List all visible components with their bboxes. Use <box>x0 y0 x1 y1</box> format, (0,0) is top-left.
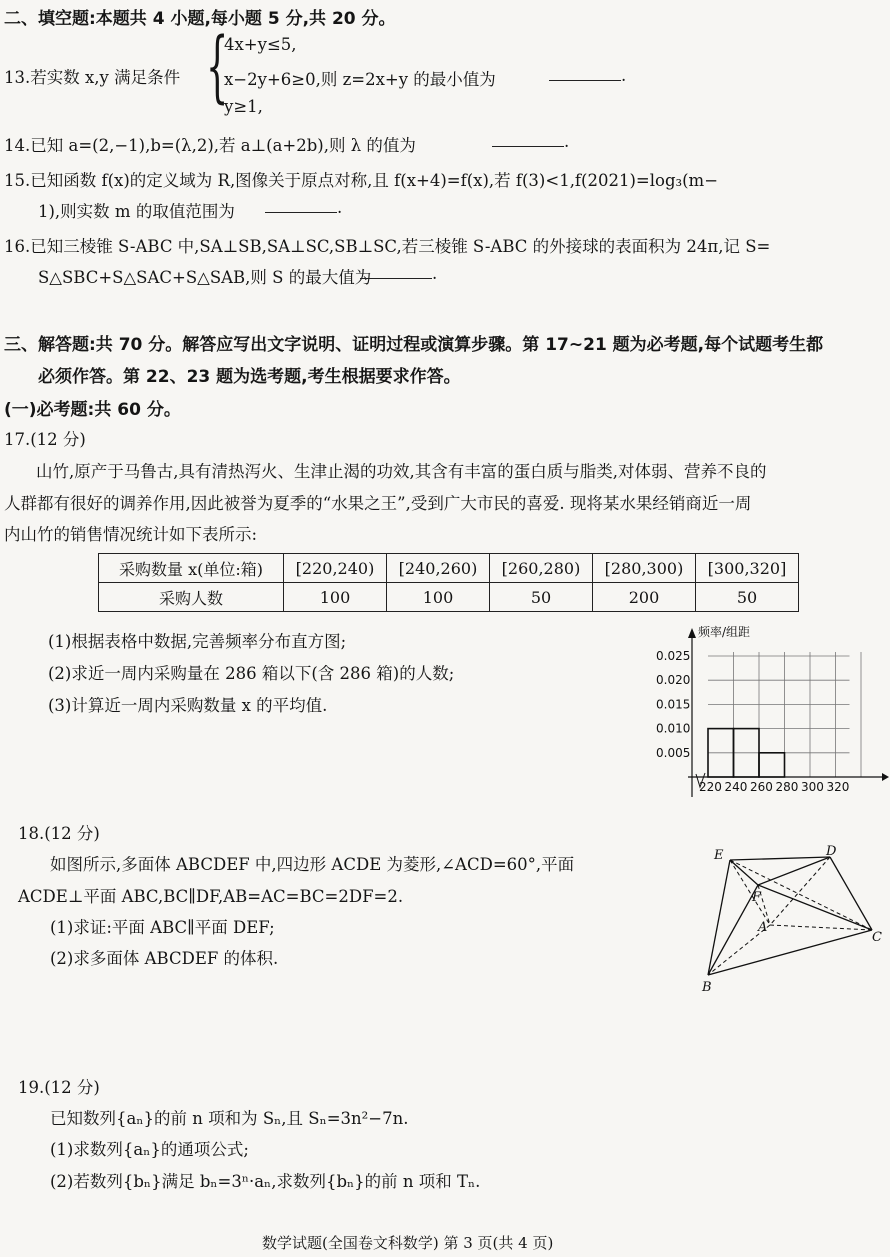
q19-head: 19.(12 分) <box>18 1078 100 1097</box>
q15-line-1: 15.已知函数 f(x)的定义域为 R,图像关于原点对称,且 f(x+4)=f(x),若 f(3)<1,f(2021)=log₃(m− <box>4 171 719 190</box>
edge-ac <box>770 925 872 930</box>
edge-ed <box>730 857 830 860</box>
table-cell: [260,280) <box>490 554 593 583</box>
table-cell: 100 <box>387 583 490 612</box>
table-cell: [300,320] <box>696 554 799 583</box>
q19-sub-1: (1)求数列{aₙ}的通项公式; <box>50 1140 249 1159</box>
edge-dc <box>830 857 872 930</box>
q13-prefix: 13.若实数 x,y 满足条件 <box>4 68 181 87</box>
y-tick-label: 0.005 <box>656 745 691 760</box>
vertex-label-c: C <box>872 930 882 945</box>
y-axis-arrow-icon <box>688 628 696 638</box>
q18-sub-1: (1)求证:平面 ABC∥平面 DEF; <box>50 918 275 937</box>
q16-answer-blank[interactable]: . <box>360 264 437 283</box>
edge-fc <box>758 885 872 930</box>
table-cell: 100 <box>284 583 387 612</box>
section-3-title-line-2: 必须作答。第 22、23 题为选考题,考生根据要求作答。 <box>38 367 461 387</box>
section-3-title-line-1: 三、解答题:共 70 分。解答应写出文字说明、证明过程或演算步骤。第 17~21 题为必考题,每个试题考生都 <box>4 335 824 355</box>
page-footer: 数学试题(全国卷文科数学) 第 3 页(共 4 页) <box>262 1234 554 1252</box>
table-cell: [240,260) <box>387 554 490 583</box>
q13-condition-1: 4x+y≤5, <box>224 35 297 54</box>
vertex-label-e: E <box>714 848 724 863</box>
y-tick-label: 0.010 <box>656 721 691 736</box>
edge-be <box>708 860 730 975</box>
q16-line-1: 16.已知三棱锥 S-ABC 中,SA⊥SB,SA⊥SC,SB⊥SC,若三棱锥 S-ABC 的外接球的表面积为 24π,记 S= <box>4 237 771 256</box>
part-1-title: (一)必考题:共 60 分。 <box>4 400 181 420</box>
x-tick-label: 320 <box>826 780 850 794</box>
q17-sub-2: (2)求近一周内采购量在 286 箱以下(含 286 箱)的人数; <box>48 664 455 683</box>
q18-head: 18.(12 分) <box>18 824 100 843</box>
q13-answer-blank[interactable]: . <box>549 66 626 85</box>
table-cell: [220,240) <box>284 554 387 583</box>
section-2-title: 二、填空题:本题共 4 小题,每小题 5 分,共 20 分。 <box>4 9 396 29</box>
q14-answer-blank[interactable]: . <box>492 132 569 151</box>
histogram-bar <box>759 753 785 777</box>
y-tick-label: 0.015 <box>656 697 691 712</box>
q17-paragraph-line-1: 山竹,原产于马鲁古,具有清热泻火、生津止渴的功效,其含有丰富的蛋白质与脂类,对体弱、营养不良的 <box>36 462 767 481</box>
q18-sub-2: (2)求多面体 ABCDEF 的体积. <box>50 949 279 968</box>
x-tick-label: 240 <box>724 780 748 794</box>
polyhedron-figure <box>690 845 890 995</box>
q15-line-2: 1),则实数 m 的取值范围为 <box>38 202 235 221</box>
x-tick-label: 260 <box>750 780 773 794</box>
q13-condition-2: x−2y+6≥0,则 z=2x+y 的最小值为 <box>224 70 496 89</box>
table-cell: 200 <box>593 583 696 612</box>
table-header-cell: 采购人数 <box>99 583 284 612</box>
q17-sub-3: (3)计算近一周内采购数量 x 的平均值. <box>48 696 328 715</box>
edge-fd <box>758 857 830 885</box>
vertex-label-f: F <box>752 890 762 905</box>
q13-condition-3: y≥1, <box>224 97 263 116</box>
table-cell: 50 <box>490 583 593 612</box>
frequency-histogram <box>650 622 890 802</box>
q17-paragraph-line-2: 人群都有很好的调养作用,因此被誉为夏季的“水果之王”,受到广大市民的喜爱. 现将某水果经销商近一周 <box>4 494 752 513</box>
x-tick-label: 280 <box>775 780 799 794</box>
edge-ef <box>730 860 758 885</box>
q16-line-2: S△SBC+S△SAC+S△SAB,则 S 的最大值为 <box>38 268 372 287</box>
x-axis-arrow-icon <box>882 773 889 781</box>
edge-cb <box>708 930 872 975</box>
y-tick-label: 0.025 <box>656 649 691 663</box>
q19-sub-2: (2)若数列{bₙ}满足 bₙ=3ⁿ·aₙ,求数列{bₙ}的前 n 项和 Tₙ. <box>50 1172 481 1191</box>
q17-data-table <box>98 553 799 612</box>
y-axis-label: 频率/组距 <box>698 625 751 639</box>
q17-head: 17.(12 分) <box>4 430 86 449</box>
edge-fb <box>708 885 758 975</box>
vertex-label-d: D <box>826 845 837 859</box>
q17-sub-1: (1)根据表格中数据,完善频率分布直方图; <box>48 632 347 651</box>
x-tick-label: 220 <box>699 780 722 794</box>
vertex-label-b: B <box>702 980 712 995</box>
table-row <box>99 554 799 583</box>
table-header-cell: 采购数量 x(单位:箱) <box>99 554 284 583</box>
x-tick-label: 300 <box>801 780 824 794</box>
q14-text: 14.已知 a=(2,−1),b=(λ,2),若 a⊥(a+2b),则 λ 的值为 <box>4 136 416 155</box>
edge-da <box>770 857 830 925</box>
q18-line-2: ACDE⊥平面 ABC,BC∥DF,AB=AC=BC=2DF=2. <box>18 887 404 906</box>
q13-brace: { <box>206 22 229 112</box>
y-tick-label: 0.020 <box>656 673 691 688</box>
table-row <box>99 583 799 612</box>
table-cell: [280,300) <box>593 554 696 583</box>
q18-line-1: 如图所示,多面体 ABCDEF 中,四边形 ACDE 为菱形,∠ACD=60°,平面 <box>50 855 575 874</box>
table-cell: 50 <box>696 583 799 612</box>
q19-line-1: 已知数列{aₙ}的前 n 项和为 Sₙ,且 Sₙ=3n²−7n. <box>50 1109 409 1128</box>
q15-answer-blank[interactable]: . <box>265 198 342 217</box>
q17-paragraph-line-3: 内山竹的销售情况统计如下表所示: <box>4 525 258 544</box>
vertex-label-a: A <box>758 920 768 935</box>
